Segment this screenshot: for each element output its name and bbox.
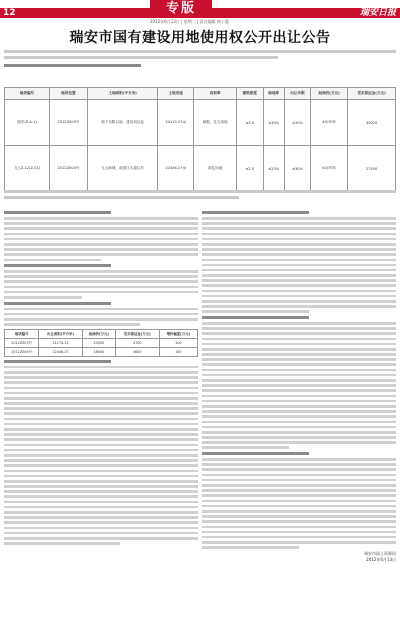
table-cell: 24115.27㎡ — [158, 100, 194, 146]
dateline: 2012年6月13日 | 星期三 | 责任编辑 林小惠 — [150, 19, 229, 24]
table-cell: 23000 — [82, 338, 115, 347]
table-cell: 22446.27㎡ — [158, 146, 194, 192]
table-cell: 21174.22 — [39, 338, 83, 347]
column-header: 地块编号 — [5, 88, 50, 100]
table-cell: 2012Z004号 — [5, 347, 39, 356]
table-cell: ≥30% — [284, 100, 310, 146]
table-cell: 33020 — [348, 100, 396, 146]
issue-date: 2012年6月13日 — [366, 557, 396, 563]
column-header: 起始价(万元) — [311, 88, 348, 100]
table-cell: 18000 — [82, 347, 115, 356]
page-number: 12 — [3, 8, 16, 18]
issuer-name: 瑞安市国土资源局 — [364, 551, 396, 557]
table-cell: 瑞下东路以南、建设局以北 — [88, 100, 158, 146]
table-cell: ≤30% — [263, 100, 284, 146]
table-cell: 40/70年 — [311, 100, 348, 146]
column-header: 增价幅度(万元) — [159, 329, 197, 338]
land-row — [5, 146, 396, 192]
table-cell: ≤3.0 — [237, 100, 263, 146]
table-cell: 飞云新城、南滨江大道以东 — [88, 146, 158, 192]
bid-row — [5, 338, 198, 347]
table-cell: 40/70年 — [311, 146, 348, 192]
column-header: 地块编号 — [5, 329, 39, 338]
table-cell: ≥30% — [284, 146, 310, 192]
column-header: 竞买保证金(万元) — [348, 88, 396, 100]
section-label: 专版 — [150, 0, 212, 18]
table-cell: 100 — [159, 347, 197, 356]
table-cell: 27500 — [348, 146, 396, 192]
column-header: 起始价(万元) — [82, 329, 115, 338]
table-cell: 商住用地 — [194, 146, 237, 192]
bid-info-table — [4, 329, 198, 357]
land-row — [5, 100, 396, 146]
column-header: 出让面积(平方米) — [39, 329, 83, 338]
table-cell: ≤25% — [263, 146, 284, 192]
column-header: 建筑密度 — [237, 88, 263, 100]
table-cell: 3600 — [115, 347, 159, 356]
newspaper-logo: 瑞安日报 — [359, 8, 396, 18]
column-header: 地块位置 — [49, 88, 87, 100]
left-column — [4, 208, 198, 547]
newspaper-masthead — [0, 0, 400, 18]
column-header: 容积率 — [194, 88, 237, 100]
table-cell: 飞云Z-12(Z-S1) — [5, 146, 50, 192]
table-cell: 2012Z003号 — [5, 338, 39, 347]
land-parcel-table — [4, 87, 396, 192]
table-cell: 100 — [159, 338, 197, 347]
article-title: 瑞安市国有建设用地使用权公开出让公告 — [69, 30, 331, 46]
column-header: 土地用途 — [158, 88, 194, 100]
table-cell: 商服、住宅用地 — [194, 100, 237, 146]
table-cell: 22446.27 — [39, 347, 83, 356]
column-header: 绿地率 — [263, 88, 284, 100]
column-header: 土地面积(平方米) — [88, 88, 158, 100]
table-cell: 2012Z003号 — [49, 100, 87, 146]
column-header: 出让年限 — [284, 88, 310, 100]
column-header: 竞买保证金(万元) — [115, 329, 159, 338]
table-footnote — [4, 190, 396, 202]
section-heading — [4, 64, 396, 70]
right-column — [202, 208, 396, 563]
table-cell: 4700 — [115, 338, 159, 347]
intro-paragraph — [4, 50, 396, 62]
table-cell: 2012Z004号 — [49, 146, 87, 192]
table-cell: ≤2.5 — [237, 146, 263, 192]
table-cell: 瑞安(Z-A-1) — [5, 100, 50, 146]
bid-row — [5, 347, 198, 356]
